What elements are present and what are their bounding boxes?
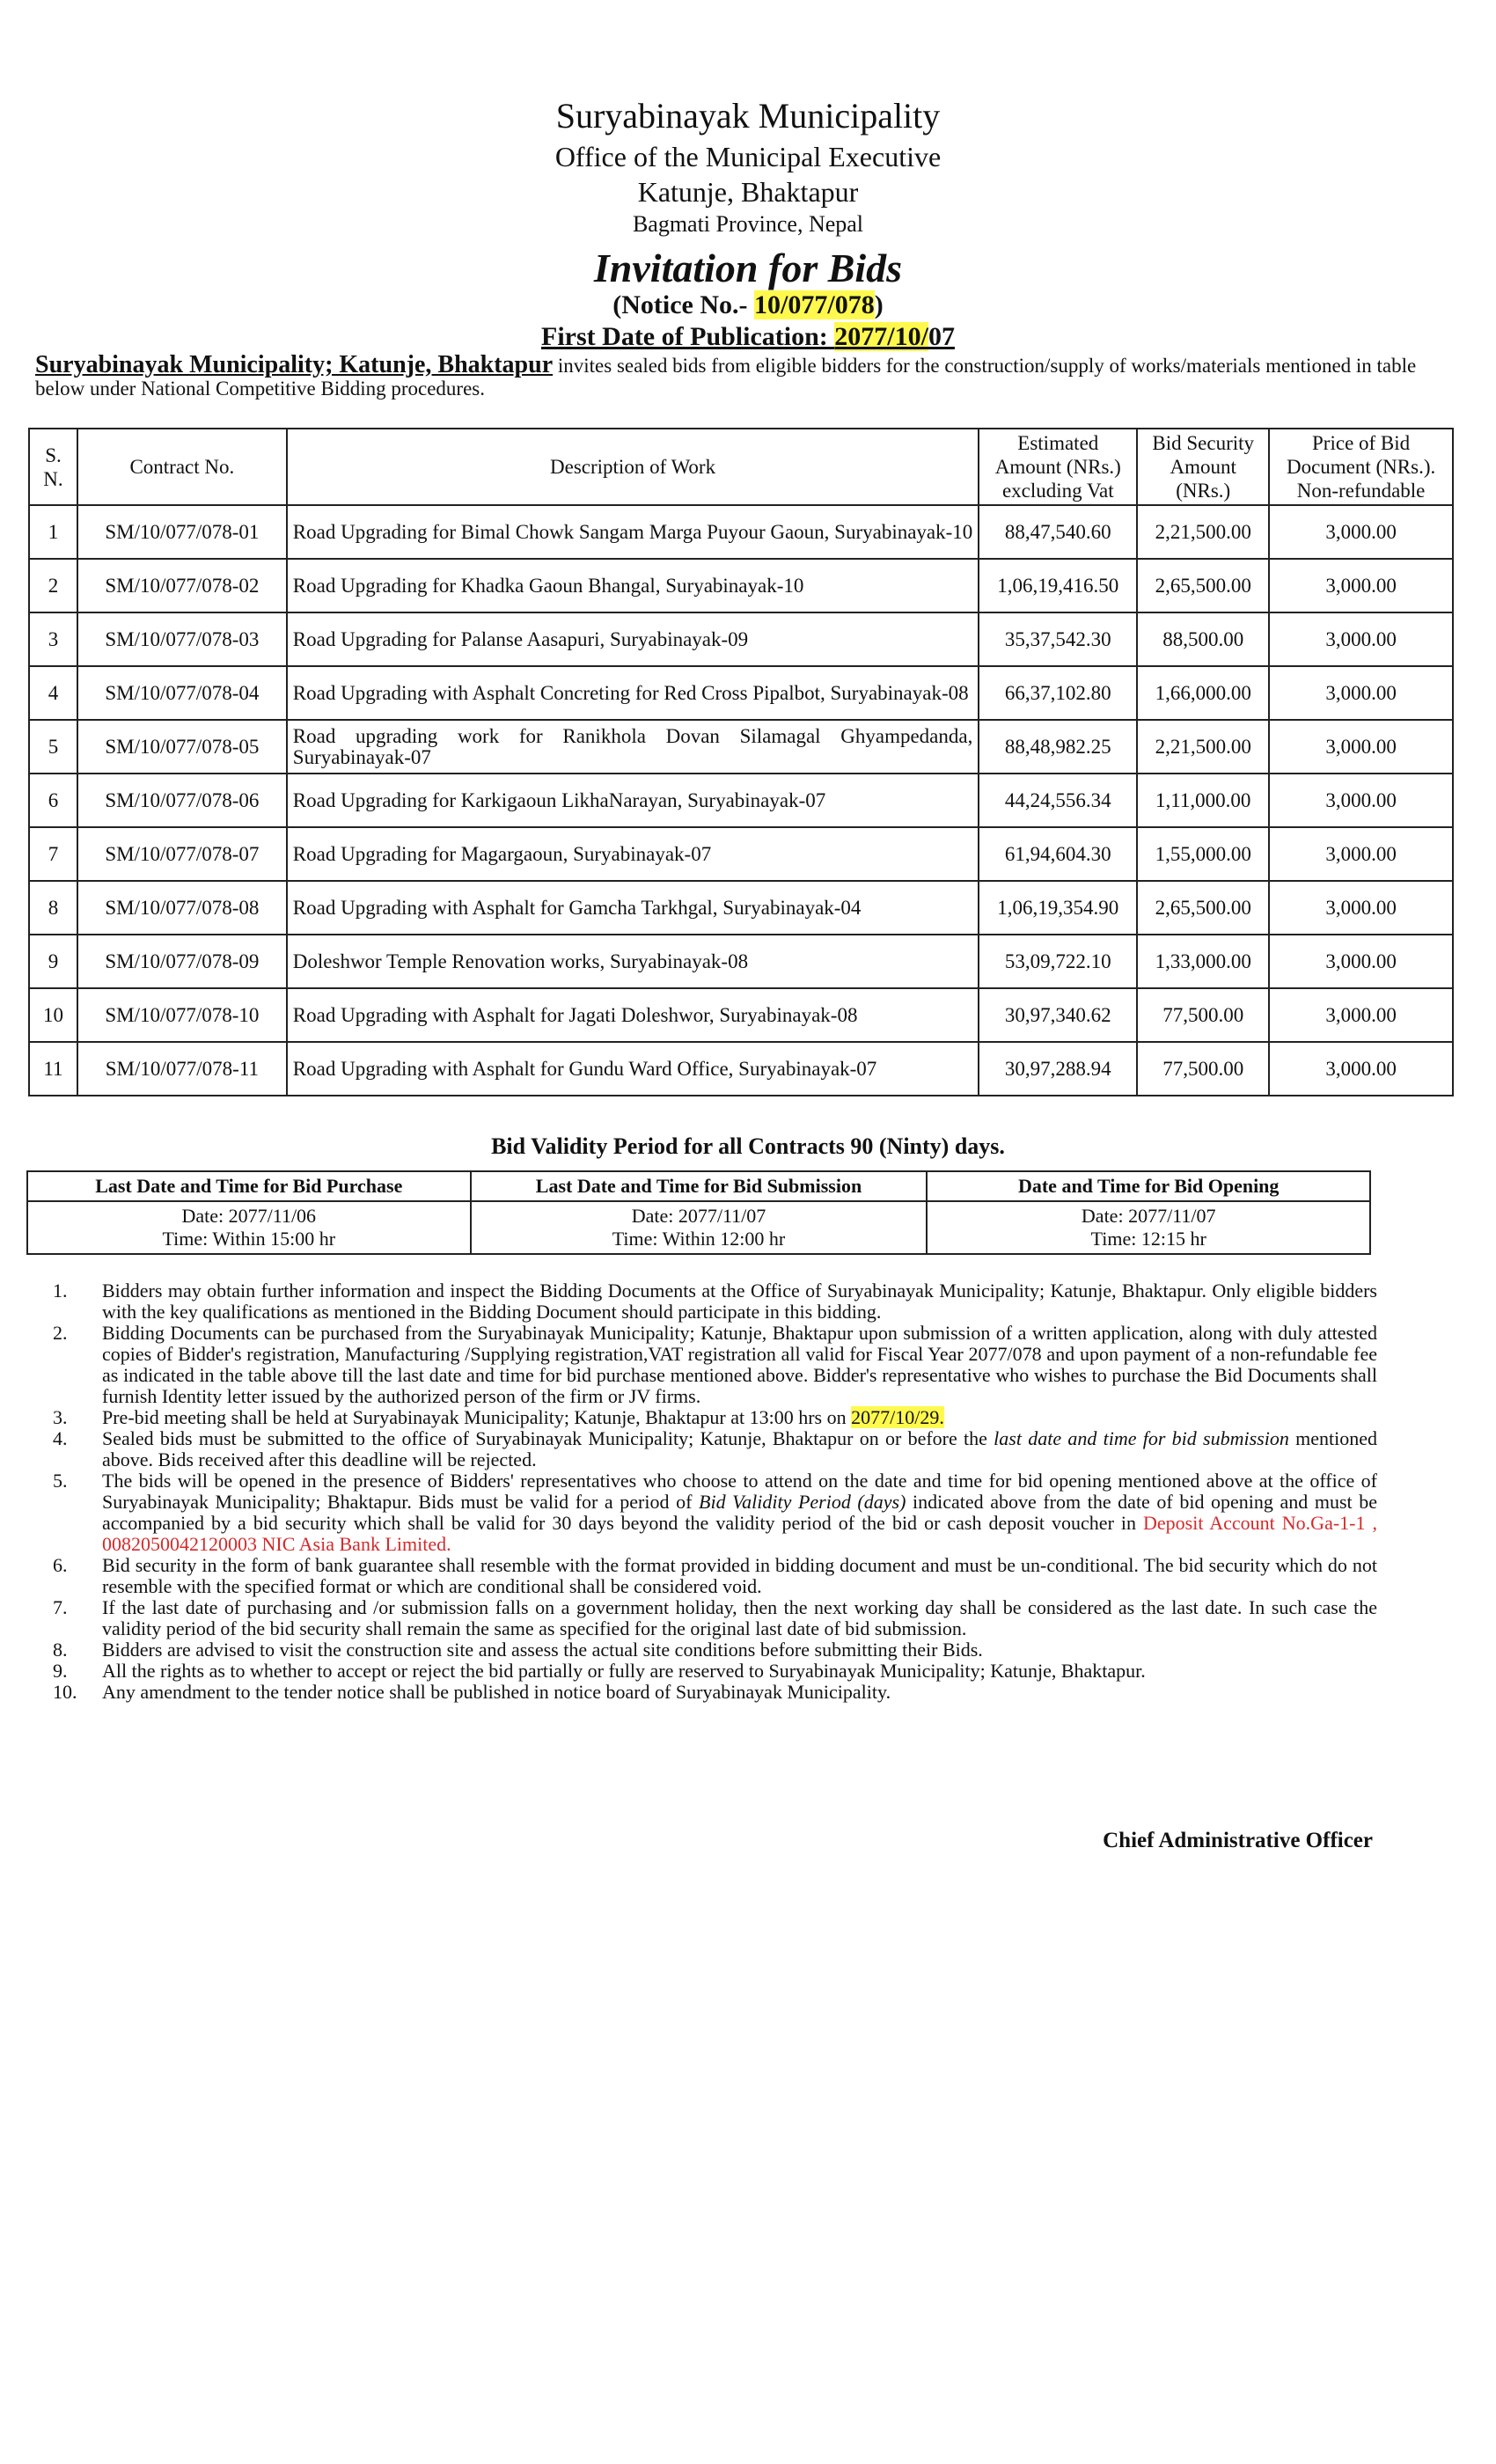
table-row [29, 881, 1453, 935]
cell-bid-security: 2,65,500.00 [1137, 881, 1269, 935]
purchase-time: Time: Within 15:00 hr [162, 1228, 336, 1250]
header-estimated-amount: Estimated Amount (NRs.) excluding Vat [979, 429, 1137, 505]
item-text: Bidders are advised to visit the construction site and assess the actual site conditions before submitting their Bids. [102, 1639, 983, 1661]
cell-document-price: 3,000.00 [1269, 720, 1453, 774]
item-text [102, 1470, 1377, 1555]
header-bid-opening: Date and Time for Bid Opening [927, 1171, 1370, 1201]
cell-contract-no: SM/10/077/078-06 [77, 774, 287, 827]
cell-bid-opening [927, 1201, 1370, 1254]
cell-contract-no: SM/10/077/078-10 [77, 988, 287, 1042]
cell-sn: 1 [29, 505, 77, 559]
cell-document-price: 3,000.00 [1269, 505, 1453, 559]
cell-contract-no: SM/10/077/078-04 [77, 666, 287, 720]
invitation-title: Invitation for Bids [593, 246, 903, 290]
cell-description: Doleshwor Temple Renovation works, Suryabinayak-08 [287, 935, 979, 988]
publication-date-highlighted: 2077/10/ [834, 322, 928, 351]
item-text [102, 1407, 1377, 1428]
cell-estimated-amount: 88,47,540.60 [979, 505, 1137, 559]
cell-bid-security: 1,33,000.00 [1137, 935, 1269, 988]
cell-description: Road upgrading work for Ranikhola Dovan Silamagal Ghyampedanda, Suryabinayak-07 [287, 720, 979, 774]
cell-sn: 3 [29, 612, 77, 666]
cell-sn: 5 [29, 720, 77, 774]
item-number: 7. [53, 1596, 68, 1618]
cell-bid-security: 1,11,000.00 [1137, 774, 1269, 827]
opening-text: The bids will be opened in the presence of Bidders' representatives who choose to attend on the date and time for bid opening mentioned above at the office of Suryabinayak Municipality; Bhaktapur. Bids must be valid for a period of [102, 1470, 1377, 1513]
item-text: Bidders may obtain further information and inspect the Bidding Documents at the Office of Suryabinayak Municipality; Katunje, Bhaktapur. Only eligible bidders with the key qualifications as mentioned in the Bidding Document should participate in this bidding. [102, 1280, 1377, 1323]
cell-contract-no: SM/10/077/078-01 [77, 505, 287, 559]
contracts-table-header [29, 429, 1453, 505]
cell-document-price: 3,000.00 [1269, 827, 1453, 881]
item-number: 10. [53, 1681, 77, 1703]
cell-document-price: 3,000.00 [1269, 935, 1453, 988]
table-row [29, 827, 1453, 881]
list-item [53, 1470, 1377, 1555]
cell-description: Road Upgrading with Asphalt Concreting for Red Cross Pipalbot, Suryabinayak-08 [287, 666, 979, 720]
list-item [53, 1555, 1377, 1597]
cell-contract-no: SM/10/077/078-08 [77, 881, 287, 935]
cell-document-price: 3,000.00 [1269, 1042, 1453, 1096]
cell-description: Road Upgrading for Magargaoun, Suryabinayak-07 [287, 827, 979, 881]
cell-bid-security: 1,55,000.00 [1137, 827, 1269, 881]
cell-sn: 4 [29, 666, 77, 720]
list-item [53, 1407, 1377, 1428]
item-number: 5. [53, 1470, 68, 1492]
opening-text-mid: indicated above from the date of bid opening and must be accompanied by a bid security which shall be valid for 30 days beyond the validity period of the bid or cash deposit voucher in [102, 1491, 1378, 1534]
terms-list [53, 1280, 1377, 1703]
cell-estimated-amount: 53,09,722.10 [979, 935, 1137, 988]
cell-estimated-amount: 1,06,19,354.90 [979, 881, 1137, 935]
header-contract-no: Contract No. [77, 429, 287, 505]
item-number: 8. [53, 1639, 68, 1661]
cell-sn: 11 [29, 1042, 77, 1096]
table-row [29, 1042, 1453, 1096]
cell-sn: 8 [29, 881, 77, 935]
cell-sn: 7 [29, 827, 77, 881]
list-item [53, 1639, 1377, 1661]
header-sn: S. N. [29, 429, 77, 505]
cell-estimated-amount: 30,97,288.94 [979, 1042, 1137, 1096]
cell-document-price: 3,000.00 [1269, 988, 1453, 1042]
item-text: Any amendment to the tender notice shall be published in notice board of Suryabinayak Municipality. [102, 1681, 891, 1703]
cell-sn: 2 [29, 559, 77, 612]
purchase-date: Date: 2077/11/06 [181, 1205, 317, 1227]
publication-date-day: 07 [928, 322, 955, 351]
notice-suffix: ) [874, 290, 884, 319]
table-row [29, 505, 1453, 559]
table-row [29, 935, 1453, 988]
cell-contract-no: SM/10/077/078-09 [77, 935, 287, 988]
item-number: 6. [53, 1554, 68, 1576]
province: Bagmati Province, Nepal [632, 211, 864, 237]
item-number: 1. [53, 1280, 68, 1302]
cell-estimated-amount: 61,94,604.30 [979, 827, 1137, 881]
item-text: Bid security in the form of bank guarantee shall resemble with the format provided in bidding document and must be un-conditional. The bid security which do not resemble with the specified format or which are conditional shall be considered void. [102, 1554, 1377, 1597]
table-row [29, 988, 1453, 1042]
contracts-table [28, 428, 1454, 1096]
signatory-title: Chief Administrative Officer [1103, 1829, 1373, 1852]
cell-estimated-amount: 44,24,556.34 [979, 774, 1137, 827]
item-number: 9. [53, 1660, 68, 1682]
opening-time: Time: 12:15 hr [1090, 1228, 1206, 1250]
table-row [29, 720, 1453, 774]
cell-estimated-amount: 35,37,542.30 [979, 612, 1137, 666]
cell-description: Road Upgrading with Asphalt for Jagati Doleshwor, Suryabinayak-08 [287, 988, 979, 1042]
cell-bid-security: 2,21,500.00 [1137, 720, 1269, 774]
publication-date-line [0, 322, 1496, 352]
item-text: All the rights as to whether to accept or reject the bid partially or fully are reserved to Suryabinayak Municipality; Katunje, Bhaktapur. [102, 1660, 1146, 1682]
cell-bid-security: 88,500.00 [1137, 612, 1269, 666]
cell-bid-security: 2,21,500.00 [1137, 505, 1269, 559]
validity-italic: Bid Validity Period (days) [699, 1491, 906, 1513]
publication-label: First Date of Publication: [541, 322, 835, 351]
item-text [102, 1428, 1377, 1470]
submission-text: Sealed bids must be submitted to the office of Suryabinayak Municipality; Katunje, Bhaktapur on or before the [102, 1427, 994, 1449]
header-document-price: Price of Bid Document (NRs.). Non-refundable [1269, 429, 1453, 505]
intro-paragraph [35, 351, 1454, 400]
notice-number-line [0, 290, 1496, 320]
list-item [53, 1661, 1377, 1682]
cell-contract-no: SM/10/077/078-02 [77, 559, 287, 612]
item-text: Bidding Documents can be purchased from the Suryabinayak Municipality; Katunje, Bhaktapur upon submission of a written application, along with duly attested copies of Bidder's registration, Manufacturing /Supplying registration,VAT registration all valid for Fiscal Year 2077/078 and upon payment of a non-refundable fee as indicated in the table above till the last date and time for bid purchase mentioned above. Bidder's representative who wishes to purchase the Bid Documents shall furnish Identity letter issued by the authorized person of the firm or JV firms. [102, 1322, 1377, 1407]
notice-prefix: (Notice No.- [612, 290, 755, 319]
cell-contract-no: SM/10/077/078-03 [77, 612, 287, 666]
office-name: Office of the Municipal Executive [554, 141, 942, 172]
submission-text-end: mentioned above. Bids received after this deadline will be rejected. [102, 1427, 1377, 1470]
cell-bid-submission [471, 1201, 928, 1254]
deposit-account: Deposit Account No.Ga-1-1 , 0082050042120003 NIC Asia Bank Limited. [102, 1512, 1377, 1555]
cell-sn: 6 [29, 774, 77, 827]
submission-italic: last date and time for bid submission [994, 1427, 1289, 1449]
cell-sn: 9 [29, 935, 77, 988]
cell-description: Road Upgrading with Asphalt for Gundu Ward Office, Suryabinayak-07 [287, 1042, 979, 1096]
prebid-date: 2077/10/29. [851, 1406, 944, 1428]
bid-dates-table [26, 1170, 1371, 1255]
header-bid-purchase: Last Date and Time for Bid Purchase [27, 1171, 471, 1201]
municipality-name: Suryabinayak Municipality [555, 96, 941, 136]
cell-contract-no: SM/10/077/078-11 [77, 1042, 287, 1096]
table-row [29, 774, 1453, 827]
intro-text: invites sealed bids from eligible bidders for the construction/supply of works/materials mentioned in table below under National Competitive Bidding procedures. [35, 355, 1417, 400]
prebid-text: Pre-bid meeting shall be held at Suryabinayak Municipality; Katunje, Bhaktapur at 13:00 hrs on [102, 1406, 852, 1428]
cell-document-price: 3,000.00 [1269, 612, 1453, 666]
cell-bid-security: 1,66,000.00 [1137, 666, 1269, 720]
list-item [53, 1323, 1377, 1407]
item-number: 3. [53, 1406, 68, 1428]
cell-document-price: 3,000.00 [1269, 881, 1453, 935]
intro-organization: Suryabinayak Municipality; Katunje, Bhaktapur [35, 351, 554, 378]
cell-description: Road Upgrading for Karkigaoun LikhaNarayan, Suryabinayak-07 [287, 774, 979, 827]
submission-time: Time: Within 12:00 hr [612, 1228, 786, 1250]
table-row [29, 612, 1453, 666]
item-number: 2. [53, 1322, 68, 1344]
cell-estimated-amount: 66,37,102.80 [979, 666, 1137, 720]
item-number: 4. [53, 1427, 68, 1449]
header-bid-security: Bid Security Amount (NRs.) [1137, 429, 1269, 505]
cell-description: Road Upgrading for Bimal Chowk Sangam Marga Puyour Gaoun, Suryabinayak-10 [287, 505, 979, 559]
table-row [29, 559, 1453, 612]
contracts-table-body [29, 505, 1453, 1096]
bid-validity-statement: Bid Validity Period for all Contracts 90 (Ninty) days. [491, 1133, 1005, 1159]
list-item [53, 1428, 1377, 1470]
cell-description: Road Upgrading for Khadka Gaoun Bhangal, Suryabinayak-10 [287, 559, 979, 612]
cell-estimated-amount: 1,06,19,416.50 [979, 559, 1137, 612]
submission-date: Date: 2077/11/07 [631, 1205, 766, 1227]
cell-description: Road Upgrading with Asphalt for Gamcha Tarkhgal, Suryabinayak-04 [287, 881, 979, 935]
list-item [53, 1280, 1377, 1323]
cell-bid-purchase [27, 1201, 471, 1254]
cell-document-price: 3,000.00 [1269, 559, 1453, 612]
cell-document-price: 3,000.00 [1269, 774, 1453, 827]
cell-estimated-amount: 30,97,340.62 [979, 988, 1137, 1042]
address: Katunje, Bhaktapur [637, 176, 859, 208]
header-bid-submission: Last Date and Time for Bid Submission [471, 1171, 928, 1201]
cell-estimated-amount: 88,48,982.25 [979, 720, 1137, 774]
bid-dates-header-row [27, 1171, 1370, 1201]
table-row [29, 666, 1453, 720]
bid-dates-value-row [27, 1201, 1370, 1254]
list-item [53, 1682, 1377, 1703]
list-item [53, 1597, 1377, 1639]
cell-sn: 10 [29, 988, 77, 1042]
notice-number: 10/077/078 [754, 290, 875, 319]
cell-bid-security: 77,500.00 [1137, 1042, 1269, 1096]
cell-bid-security: 2,65,500.00 [1137, 559, 1269, 612]
cell-bid-security: 77,500.00 [1137, 988, 1269, 1042]
cell-description: Road Upgrading for Palanse Aasapuri, Suryabinayak-09 [287, 612, 979, 666]
header-description: Description of Work [287, 429, 979, 505]
opening-date: Date: 2077/11/07 [1081, 1205, 1216, 1227]
cell-contract-no: SM/10/077/078-07 [77, 827, 287, 881]
item-text: If the last date of purchasing and /or submission falls on a government holiday, then the next working day shall be considered as the last date. In such case the validity period of the bid security shall remain the same as specified for the original last date of bid submission. [102, 1596, 1377, 1639]
cell-document-price: 3,000.00 [1269, 666, 1453, 720]
cell-contract-no: SM/10/077/078-05 [77, 720, 287, 774]
